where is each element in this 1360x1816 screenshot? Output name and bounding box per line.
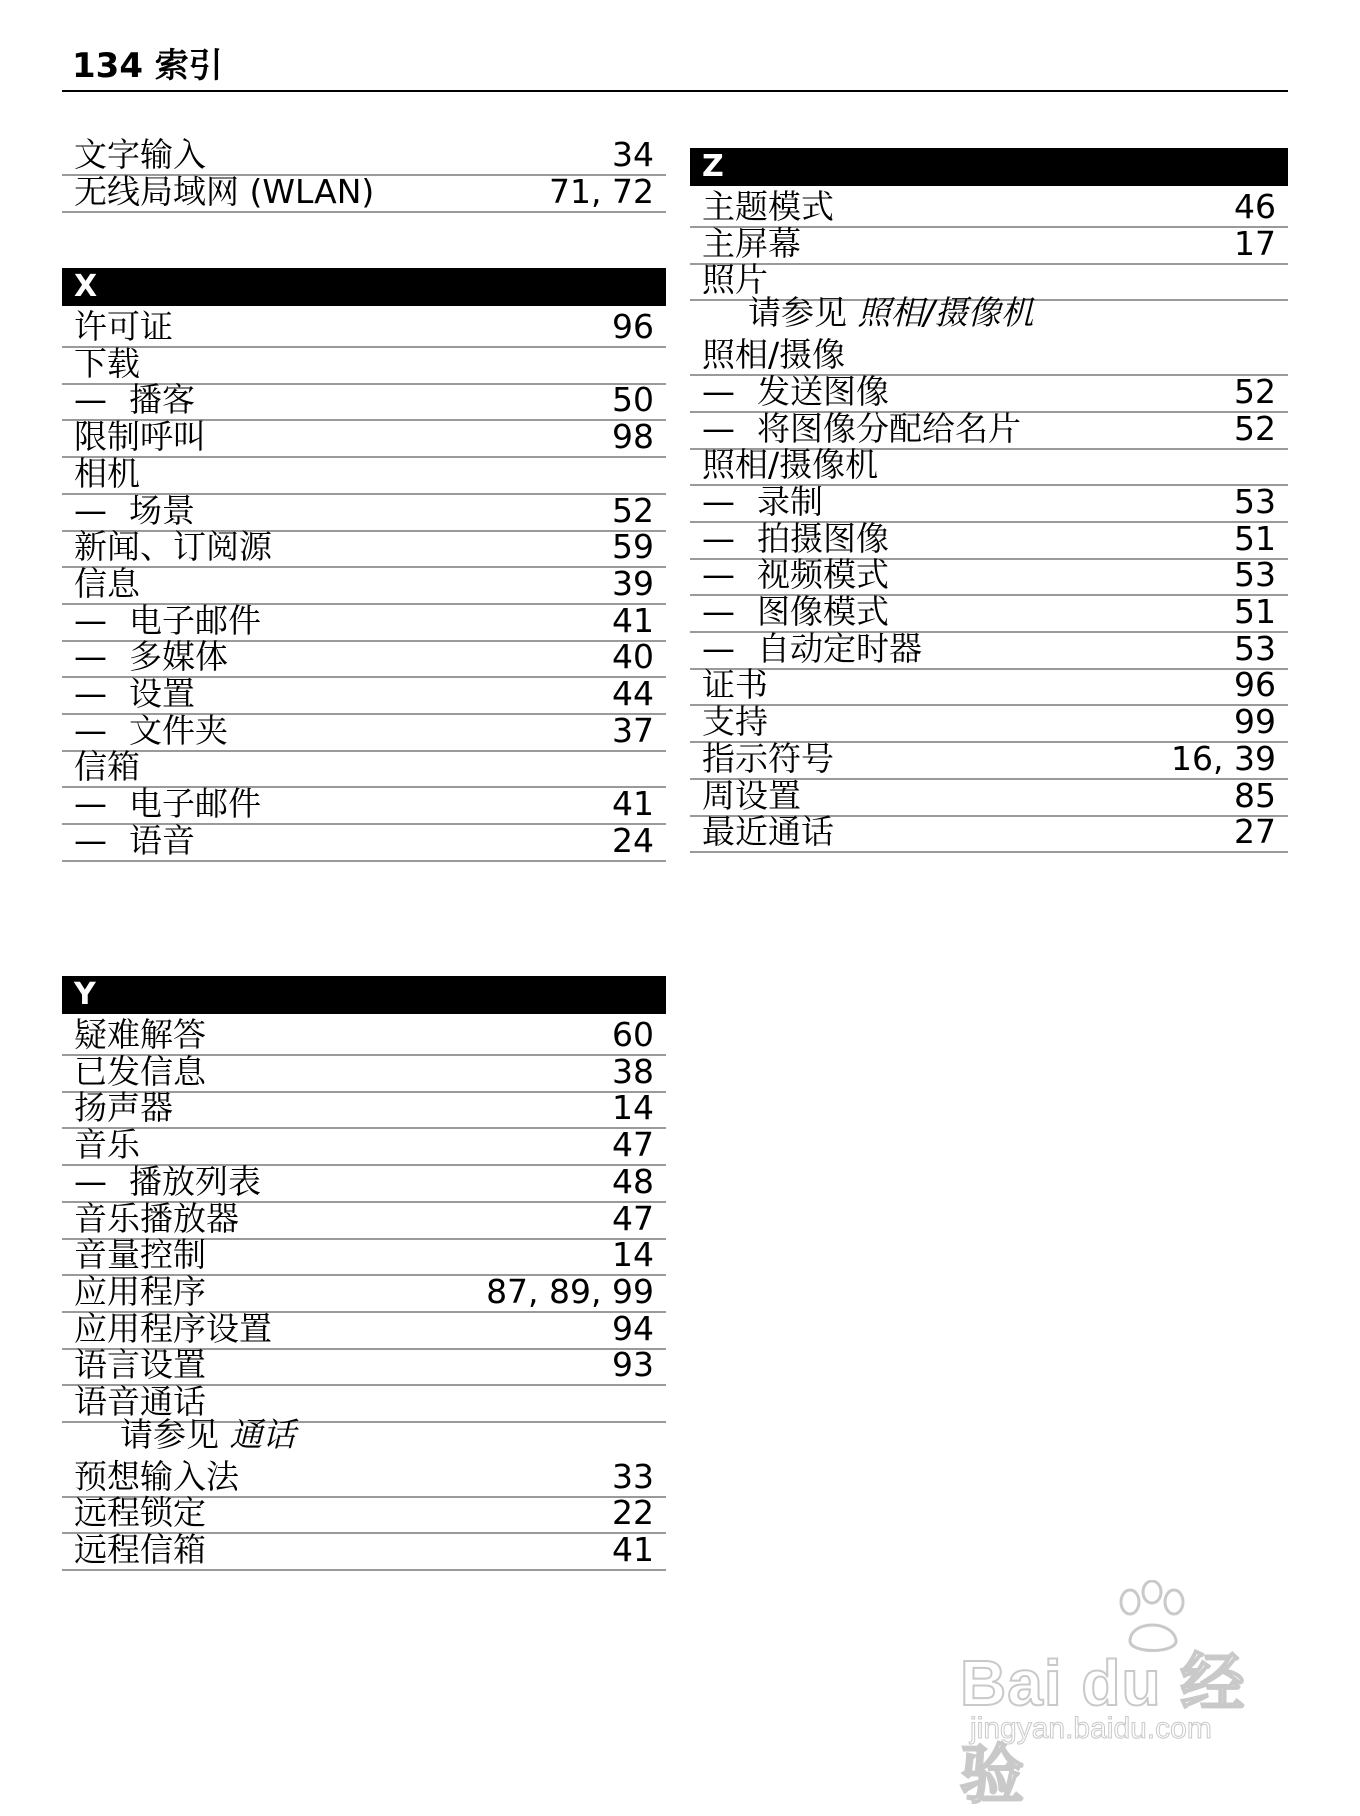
index-entry: [690, 811, 1288, 853]
entry-term-text: 照相/摄像机: [702, 445, 879, 485]
entry-term-text: 音乐播放器: [74, 1198, 239, 1238]
entry-pages: 51: [1234, 592, 1276, 631]
entry-term-text: 将图像分配给名片: [757, 408, 1021, 448]
subentry-dash: —: [702, 628, 735, 668]
entry-term: [702, 554, 889, 596]
index-subentry: [62, 820, 666, 862]
entry-term-text: 应用程序: [74, 1271, 206, 1311]
entry-pages: 39: [612, 563, 654, 603]
entry-term: [74, 1271, 206, 1313]
entry-pages: 14: [612, 1235, 654, 1275]
index-subentry: [62, 783, 666, 825]
entry-pages: 34: [612, 135, 654, 174]
entry-term-text: 电子邮件: [129, 600, 261, 640]
entry-term-text: 已发信息: [74, 1051, 206, 1091]
entry-term: [702, 591, 889, 633]
entry-term-text: 扬声器: [74, 1088, 173, 1128]
entry-term-text: 新闻、订阅源: [74, 527, 272, 567]
entry-term: [74, 1124, 140, 1166]
entry-term-text: 限制呼叫: [74, 417, 206, 457]
index-entry: [62, 171, 666, 213]
subentry-dash: —: [74, 674, 107, 713]
entry-term: [74, 600, 261, 642]
entry-term: [74, 783, 261, 825]
entry-term: [702, 444, 878, 486]
index-entry: [690, 738, 1288, 780]
subentry-dash: —: [74, 710, 107, 750]
entry-pages: 96: [612, 307, 654, 346]
entry-term: [702, 664, 768, 706]
index-entry: [62, 453, 666, 495]
entry-pages: 53: [1234, 481, 1276, 521]
entry-pages: 52: [1234, 408, 1276, 448]
entry-pages: 53: [1234, 628, 1276, 668]
entry-term: [74, 563, 140, 605]
index-entry: [62, 306, 666, 348]
entry-term-text: 语言设置: [74, 1345, 206, 1385]
see-also-row: [690, 293, 1288, 334]
entry-term-text: 指示符号: [702, 738, 834, 778]
entry-term: [702, 738, 834, 780]
entry-pages: 46: [1234, 187, 1276, 226]
subentry-dash: —: [702, 555, 735, 595]
index-entry: [690, 444, 1288, 486]
entry-pages: 40: [612, 637, 654, 677]
entry-term: [702, 701, 768, 743]
entry-term-text: 图像模式: [757, 592, 889, 631]
subentry-dash: —: [702, 371, 735, 411]
index-entry: [62, 1271, 666, 1313]
index-entry: [690, 186, 1288, 228]
entry-term-text: 许可证: [74, 307, 173, 346]
subentry-dash: —: [74, 600, 107, 640]
subentry-dash: —: [702, 408, 735, 448]
entry-term-text: 最近通话: [702, 812, 834, 852]
entry-term-text: 拍摄图像: [757, 518, 889, 558]
baidu-watermark: [960, 1580, 1260, 1811]
entry-term-text: 录制: [757, 481, 823, 521]
entry-term: [74, 673, 195, 715]
entry-term-text: 支持: [702, 702, 768, 742]
entry-term-text: 周设置: [702, 775, 801, 815]
page-header: [62, 42, 1288, 92]
entry-pages: 94: [612, 1308, 654, 1348]
index-entry: [62, 1529, 666, 1571]
entry-pages: 41: [612, 1530, 654, 1570]
index-subentry: [62, 490, 666, 532]
subentry-dash: —: [74, 637, 107, 677]
subentry-dash: —: [74, 784, 107, 824]
index-entry: [62, 746, 666, 788]
entry-term: [74, 526, 272, 568]
entry-term: [74, 710, 228, 752]
see-also-label: 请参见: [748, 293, 847, 333]
subentry-dash: —: [74, 490, 107, 530]
index-entry: [62, 134, 666, 176]
index-subentry: [62, 1161, 666, 1203]
entry-pages: 17: [1234, 223, 1276, 263]
index-entry: [690, 664, 1288, 706]
entry-term-text: 音乐: [74, 1125, 140, 1165]
entry-term: [74, 1529, 206, 1571]
see-also-text: [748, 294, 1034, 332]
entry-term: [702, 371, 889, 413]
entry-term-text: 预想输入法: [74, 1456, 239, 1496]
entry-term-text: 信息: [74, 563, 140, 603]
entry-term: [74, 1234, 206, 1276]
index-entry: [62, 1456, 666, 1498]
entry-term-text: 发送图像: [757, 371, 889, 411]
see-also-target: 照相/摄像机: [857, 293, 1034, 333]
entry-term-text: 远程信箱: [74, 1530, 206, 1570]
entry-term: [74, 1087, 173, 1129]
entry-term-text: 主题模式: [702, 187, 834, 226]
see-also-label: 请参见: [120, 1414, 219, 1454]
entry-pages: 33: [612, 1456, 654, 1496]
subentry-dash: —: [74, 1161, 107, 1201]
page-title: 134 索引: [72, 46, 223, 86]
entry-pages: 87, 89, 99: [486, 1271, 654, 1311]
index-entry: [62, 1014, 666, 1056]
index-subentry: [690, 554, 1288, 596]
see-also-target: 通话: [229, 1414, 296, 1454]
index-entry: [62, 1198, 666, 1240]
see-also-row: [62, 1414, 666, 1456]
entry-pages: 27: [1234, 812, 1276, 852]
entry-term-text: 远程锁定: [74, 1493, 206, 1533]
entry-term-text: 文字输入: [74, 135, 206, 174]
index-entry: [62, 1344, 666, 1386]
entry-pages: 22: [612, 1493, 654, 1533]
watermark-url: jingyan.baidu.com: [970, 1712, 1212, 1745]
entry-term: [74, 1456, 239, 1498]
entry-term: [702, 811, 834, 853]
entry-term-text: 相机: [74, 453, 140, 493]
index-subentry: [62, 673, 666, 715]
index-subentry: [690, 518, 1288, 560]
index-entry: [62, 1051, 666, 1093]
section-header-x: X: [62, 268, 666, 306]
entry-pages: 71, 72: [549, 171, 654, 211]
entry-pages: 99: [1234, 702, 1276, 742]
entry-term: [74, 1344, 206, 1386]
subentry-dash: —: [702, 481, 735, 521]
entry-pages: 96: [1234, 665, 1276, 705]
entry-pages: 52: [612, 490, 654, 530]
entry-term-text: 疑难解答: [74, 1015, 206, 1054]
index-entry: [62, 563, 666, 605]
index-entry: [62, 1492, 666, 1534]
entry-term: [74, 490, 195, 532]
entry-term: [74, 416, 206, 458]
entry-term: [702, 518, 889, 560]
section-header-y: Y: [62, 976, 666, 1014]
entry-term: [74, 636, 228, 678]
index-subentry: [62, 379, 666, 421]
entry-term-text: 电子邮件: [129, 784, 261, 824]
entry-term: [74, 453, 140, 495]
entry-term-text: 语音通话: [74, 1382, 206, 1421]
entry-term: [74, 1014, 206, 1056]
see-also-text: [120, 1416, 296, 1454]
entry-term-text: 场景: [129, 490, 195, 530]
entry-term-text: 播放列表: [129, 1161, 261, 1201]
index-entry: [62, 416, 666, 458]
entry-term: [74, 1161, 261, 1203]
entry-pages: 50: [612, 380, 654, 420]
entry-pages: 93: [612, 1345, 654, 1385]
index-entry: [62, 1087, 666, 1129]
entry-pages: 98: [612, 417, 654, 457]
entry-pages: 47: [612, 1198, 654, 1238]
section-header-z: Z: [690, 148, 1288, 186]
index-subentry: [62, 636, 666, 678]
entry-term-text: 信箱: [74, 747, 140, 787]
entry-term: [74, 379, 195, 421]
entry-pages: 41: [612, 784, 654, 824]
index-subentry: [690, 591, 1288, 633]
subentry-dash: —: [74, 380, 107, 420]
index-entry: [62, 1124, 666, 1166]
entry-term: [702, 223, 801, 265]
entry-term: [702, 775, 801, 817]
index-subentry: [62, 710, 666, 752]
entry-term-text: 音量控制: [74, 1235, 206, 1275]
entry-pages: 16, 39: [1171, 738, 1276, 778]
entry-term: [74, 1492, 206, 1534]
entry-pages: 44: [612, 674, 654, 713]
entry-term-text: 语音: [129, 820, 195, 860]
entry-pages: 38: [612, 1051, 654, 1091]
entry-pages: 41: [612, 600, 654, 640]
entry-pages: 14: [612, 1088, 654, 1128]
index-entry: [690, 775, 1288, 817]
entry-term-text: 应用程序设置: [74, 1308, 272, 1348]
entry-term: [74, 343, 140, 385]
subentry-dash: —: [702, 592, 735, 631]
entry-pages: 24: [612, 820, 654, 860]
entry-term: [74, 746, 140, 788]
subentry-dash: —: [702, 518, 735, 558]
subentry-dash: —: [74, 820, 107, 860]
entry-term-text: 无线局域网 (WLAN): [74, 171, 375, 211]
entry-term-text: 照相/摄像: [702, 335, 846, 375]
entry-pages: 59: [612, 527, 654, 567]
entry-term-text: 证书: [702, 665, 768, 705]
entry-term: [74, 1198, 239, 1240]
index-subentry: [690, 408, 1288, 450]
entry-term: [74, 1308, 272, 1350]
entry-term-text: 视频模式: [757, 555, 889, 595]
entry-term: [702, 186, 834, 228]
entry-pages: 37: [612, 710, 654, 750]
entry-pages: 53: [1234, 555, 1276, 595]
entry-pages: 60: [612, 1015, 654, 1054]
entry-pages: 51: [1234, 518, 1276, 558]
index-subentry: [62, 600, 666, 642]
entry-term-text: 多媒体: [129, 637, 228, 677]
index-subentry: [690, 481, 1288, 523]
entry-term-text: 照片: [702, 260, 768, 300]
watermark-brand: Bai du 经验: [960, 1647, 1246, 1811]
entry-term: [702, 334, 845, 376]
entry-term: [74, 820, 195, 862]
index-entry: [690, 334, 1288, 376]
entry-term: [74, 306, 173, 348]
entry-pages: 52: [1234, 371, 1276, 411]
index-entry: [62, 343, 666, 385]
entry-term: [702, 628, 922, 670]
entry-pages: 85: [1234, 775, 1276, 815]
index-entry: [62, 1234, 666, 1276]
entry-term: [74, 171, 374, 213]
entry-term-text: 自动定时器: [757, 628, 922, 668]
index-entry: [62, 1308, 666, 1350]
index-entry: [62, 526, 666, 568]
entry-term: [702, 408, 1021, 450]
index-subentry: [690, 628, 1288, 670]
entry-term: [702, 481, 823, 523]
index-subentry: [690, 371, 1288, 413]
entry-term-text: 播客: [129, 380, 195, 420]
entry-term-text: 主屏幕: [702, 223, 801, 263]
entry-term: [74, 134, 206, 176]
index-entry: [690, 701, 1288, 743]
entry-term-text: 下载: [74, 343, 140, 383]
entry-term-text: 文件夹: [129, 710, 228, 750]
entry-term-text: 设置: [129, 674, 195, 713]
entry-term: [74, 1051, 206, 1093]
entry-pages: 47: [612, 1125, 654, 1165]
entry-pages: 48: [612, 1161, 654, 1201]
index-entry: [690, 223, 1288, 265]
